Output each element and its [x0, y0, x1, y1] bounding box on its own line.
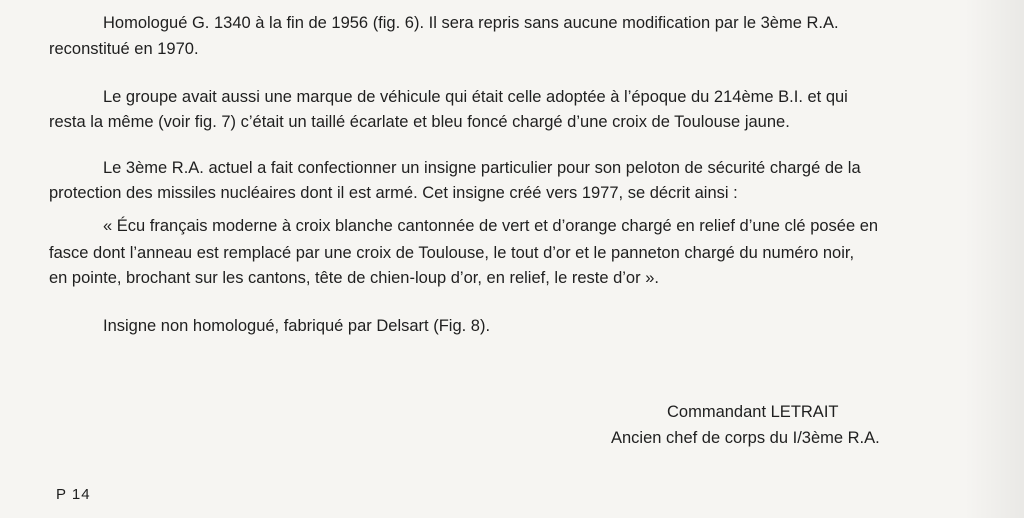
signature-title: Ancien chef de corps du I/3ème R.A. [611, 429, 880, 447]
paragraph-2-line-1: Le groupe avait aussi une marque de véhicule qui était celle adoptée à l’époque du 214ème B.I. et qui [103, 88, 848, 106]
paragraph-1-line-1: Homologué G. 1340 à la fin de 1956 (fig. 6). Il sera repris sans aucune modification par le 3ème R.A. [103, 14, 839, 32]
page-edge-shadow [964, 0, 1024, 518]
quote-line-3: en pointe, brochant sur les cantons, tête de chien-loup d’or, en relief, le reste d’or ». [49, 269, 659, 287]
paragraph-2-line-2: resta la même (voir fig. 7) c’était un taillé écarlate et bleu foncé chargé d’une croix de Toulouse jaune. [49, 113, 790, 131]
paragraph-3-line-2: protection des missiles nucléaires dont il est armé. Cet insigne créé vers 1977, se décrit ainsi : [49, 184, 738, 202]
quote-line-2: fasce dont l’anneau est remplacé par une croix de Toulouse, le tout d’or et le panneton chargé du numéro noir, [49, 244, 855, 262]
page-number: P 14 [56, 486, 91, 503]
quote-line-1: « Écu français moderne à croix blanche cantonnée de vert et d’orange chargé en relief d’une clé posée en [103, 217, 879, 235]
signature-name: Commandant LETRAIT [667, 403, 839, 421]
paragraph-3-line-1: Le 3ème R.A. actuel a fait confectionner un insigne particulier pour son peloton de sécurité chargé de la [103, 159, 861, 177]
paragraph-5-line-1: Insigne non homologué, fabriqué par Delsart (Fig. 8). [103, 317, 491, 335]
paragraph-1-line-2: reconstitué en 1970. [49, 40, 199, 58]
